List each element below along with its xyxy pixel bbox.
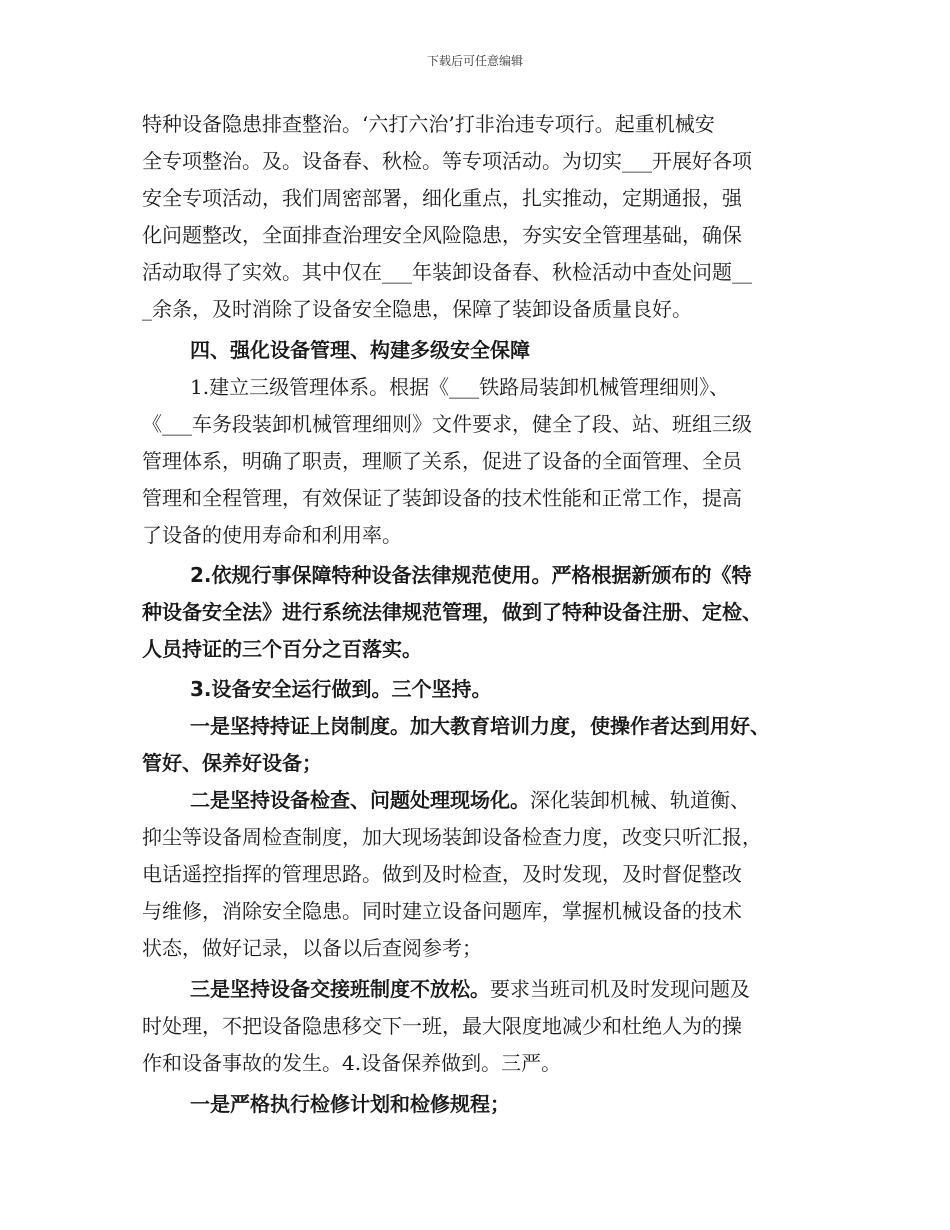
paragraph-line <box>190 788 750 812</box>
paragraph-line: 管理体系，明确了职责，理顺了关系，促进了设备的全面管理、全员 <box>142 449 742 473</box>
paragraph-line: 与维修，消除安全隐患。同时建立设备问题库，掌握机械设备的技术 <box>142 899 742 923</box>
lead-phrase-rest: 要求当班司机及时发现问题及 <box>490 977 750 1001</box>
paragraph-line: 管理和全程管理，有效保证了装卸设备的技术性能和正常工作，提高 <box>142 486 742 510</box>
lead-phrase-bold: 二是坚持设备检查、问题处理现场化。 <box>190 788 530 812</box>
paragraph-line: 作和设备事故的发生。4.设备保养做到。三严。 <box>142 1051 562 1075</box>
lead-phrase-bold: 三是坚持设备交接班制度不放松。 <box>190 977 490 1001</box>
paragraph-line-bold: 3.设备安全运行做到。三个坚持。 <box>190 677 492 701</box>
paragraph-line-bold: 一是严格执行检修计划和检修规程； <box>190 1092 510 1116</box>
section-heading: 四、强化设备管理、构建多级安全保障 <box>190 338 530 362</box>
paragraph-line: 《___车务段装卸机械管理细则》文件要求，健全了段、站、班组三级 <box>142 412 752 436</box>
paragraph-line-bold: 一是坚持持证上岗制度。加大教育培训力度，使操作者达到用好、 <box>190 714 770 738</box>
lead-phrase-rest: 深化装卸机械、轨道衡、 <box>530 788 750 812</box>
paragraph-line-bold: 管好、保养好设备； <box>142 751 322 775</box>
paragraph-line-bold: 人员持证的三个百分之百落实。 <box>142 637 422 661</box>
paragraph-line: 电话遥控指挥的管理思路。做到及时检查，及时发现，及时督促整改 <box>142 862 742 886</box>
paragraph-line: 化问题整改，全面排查治理安全风险隐患，夯实安全管理基础，确保 <box>142 223 742 247</box>
paragraph-line: 安全专项活动，我们周密部署，细化重点，扎实推动，定期通报，强 <box>142 186 742 210</box>
paragraph-line-bold: 种设备安全法》进行系统法律规范管理，做到了特种设备注册、定检、 <box>142 600 762 624</box>
paragraph-line-bold: 2.依规行事保障特种设备法律规范使用。严格根据新颁布的《特 <box>190 563 752 587</box>
paragraph-line: _余条，及时消除了设备安全隐患，保障了装卸设备质量良好。 <box>142 297 692 321</box>
paragraph-line: 时处理，不把设备隐患移交下一班，最大限度地减少和杜绝人为的操 <box>142 1014 742 1038</box>
paragraph-line: 了设备的使用寿命和利用率。 <box>142 523 402 547</box>
paragraph-line: 特种设备隐患排查整治。‘六打六治’打非治违专项行。起重机械安 <box>142 112 715 136</box>
paragraph-line: 状态，做好记录，以备以后查阅参考； <box>142 936 482 960</box>
paragraph-line <box>190 977 750 1001</box>
paragraph-line: 1.建立三级管理体系。根据《___铁路局装卸机械管理细则》、 <box>190 375 730 399</box>
page-header: 下载后可任意编辑 <box>426 54 523 68</box>
paragraph-line: 活动取得了实效。其中仅在___年装卸设备春、秋检活动中查处问题__ <box>142 260 752 284</box>
paragraph-line: 抑尘等设备周检查制度，加大现场装卸设备检查力度，改变只听汇报， <box>142 825 762 849</box>
paragraph-line: 全专项整治。及。设备春、秋检。等专项活动。为切实___开展好各项 <box>142 149 752 173</box>
